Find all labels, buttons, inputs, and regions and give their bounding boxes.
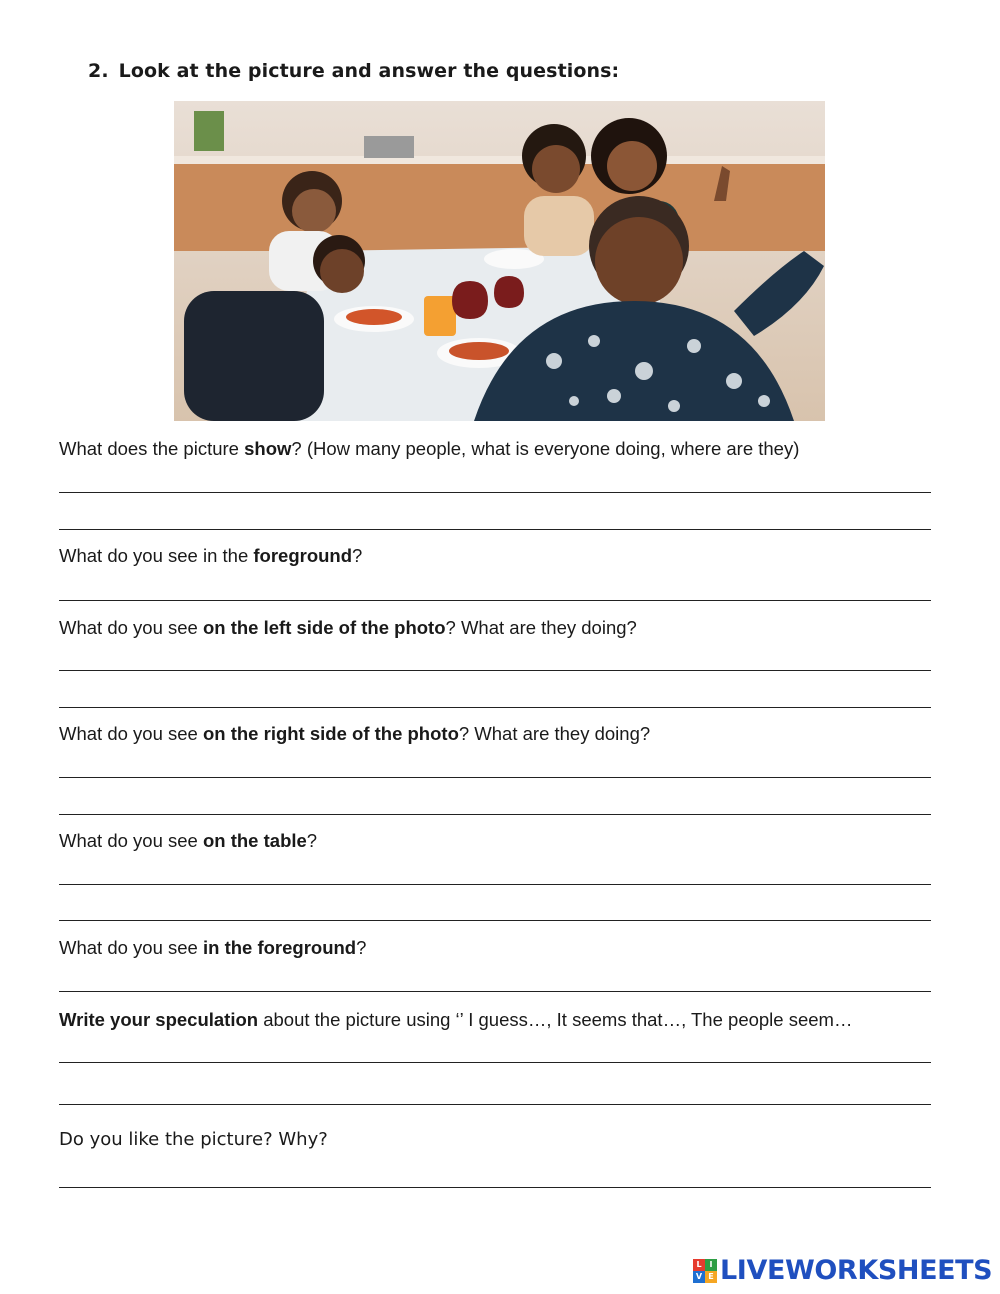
question-speculation: Write your speculation about the picture using ‘’ I guess…, It seems that…, The people seem…: [59, 1009, 853, 1030]
question-table: What do you see on the table?: [59, 830, 318, 851]
logo-mark-icon: L I V E: [693, 1259, 717, 1283]
answer-line[interactable]: [59, 1104, 931, 1105]
answer-line[interactable]: [59, 777, 931, 778]
answer-line[interactable]: [59, 920, 931, 921]
logo-wordmark: LIVEWORKSHEETS: [720, 1255, 993, 1286]
exercise-heading: [88, 60, 619, 82]
answer-line[interactable]: [59, 884, 931, 885]
exercise-instruction: Look at the picture and answer the questions:: [118, 60, 620, 82]
answer-line[interactable]: [59, 991, 931, 992]
answer-line[interactable]: [59, 600, 931, 601]
answer-line[interactable]: [59, 814, 931, 815]
question-right-side: What do you see on the right side of the photo? What are they doing?: [59, 723, 651, 744]
liveworksheets-logo: [693, 1255, 992, 1286]
answer-line[interactable]: [59, 670, 931, 671]
answer-line[interactable]: [59, 1062, 931, 1063]
question-like-picture: Do you like the picture? Why?: [59, 1129, 328, 1150]
answer-line[interactable]: [59, 529, 931, 530]
question-show: What does the picture show? (How many people, what is everyone doing, where are they): [59, 438, 800, 459]
question-left-side: What do you see on the left side of the photo? What are they doing?: [59, 617, 637, 638]
question-in-foreground: What do you see in the foreground?: [59, 937, 367, 958]
answer-line[interactable]: [59, 492, 931, 493]
answer-line[interactable]: [59, 1187, 931, 1188]
answer-line[interactable]: [59, 707, 931, 708]
question-foreground: What do you see in the foreground?: [59, 545, 363, 566]
exercise-number: 2.: [88, 60, 109, 82]
family-dinner-photo: [174, 101, 825, 421]
